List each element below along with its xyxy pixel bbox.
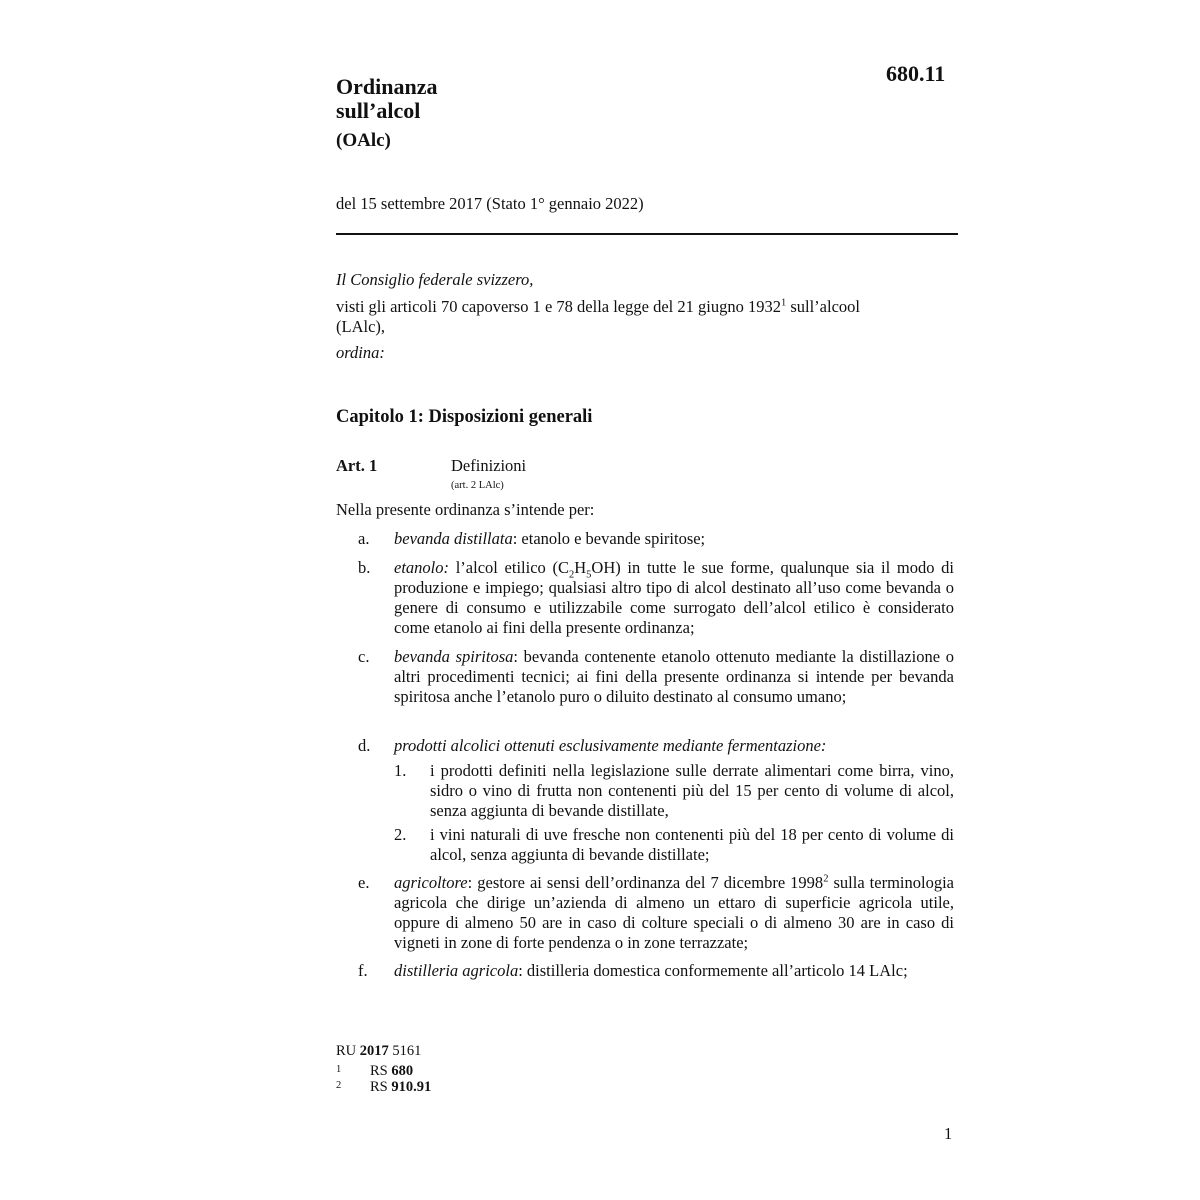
title-line-1: Ordinanza <box>336 74 438 99</box>
item-letter: e. <box>358 873 370 892</box>
definition-item-a <box>358 529 954 549</box>
item-text: : bevanda contenente etanolo ottenuto mediante la distillazione o altri procedimenti tecnici; ai fini della presente ordinanza si intende per bevanda spiritosa anche l’etanolo puro o diluito destinato al consumo umano; <box>394 647 954 706</box>
item-text: OH) in tutte le sue forme, qualunque sia il modo di produzione e impiego; qualsiasi altro tipo di alcol destinato all’uso come bevanda o genere di consumo e utilizzabile come surrogato dell’alcol etilico è considerato come etanolo ai fini della presente ordinanza; <box>394 558 954 637</box>
item-text: : distilleria domestica conformemente all’articolo 14 LAlc; <box>518 961 908 980</box>
item-letter: b. <box>358 558 371 577</box>
sr-number: 680.11 <box>886 61 946 86</box>
item-text: H <box>574 558 587 577</box>
definition-item-f <box>358 961 954 981</box>
chapter-title: Capitolo 1: Disposizioni generali <box>336 407 593 427</box>
definition-item-e <box>358 873 954 953</box>
article-intro: Nella presente ordinanza s’intende per: <box>336 500 595 519</box>
header-divider <box>336 233 958 235</box>
preamble-basis-line-2: (LAlc), <box>336 317 386 336</box>
item-term: bevanda distillata <box>394 529 513 548</box>
page-number: 1 <box>944 1124 953 1143</box>
article-reference: (art. 2 LAlc) <box>451 480 504 491</box>
item-text: : etanolo e bevande spiritose; <box>512 529 706 548</box>
item-letter: d. <box>358 736 371 755</box>
preamble-authority: Il Consiglio federale svizzero, <box>336 270 534 289</box>
item-body <box>394 647 954 707</box>
item-letter: c. <box>358 647 370 666</box>
item-body <box>394 873 954 953</box>
item-letter: a. <box>358 529 370 548</box>
footnote-prefix: RS <box>370 1079 392 1095</box>
item-text: sulla terminologia agricola che dirige un’azienda di almeno un ettaro di superficie agricola utile, oppure di almeno 50 are in caso di colture speciali o di almeno 30 are in caso di vigneti in zone di forte pendenza o in zone terrazzate; <box>394 873 954 952</box>
item-body <box>394 558 954 638</box>
article-title: Definizioni <box>451 456 527 475</box>
preamble-basis-text: visti gli articoli 70 capoverso 1 e 78 della legge del 21 giugno 1932 <box>336 297 781 316</box>
item-body <box>394 961 954 981</box>
footnote-2 <box>336 1079 431 1096</box>
subitem-body: i prodotti definiti nella legislazione sulle derrate alimentari come birra, vino, sidro o vino di frutta non contenenti più del 15 per cento di volume di alcol, senza aggiunta di bevande distillate, <box>430 761 954 820</box>
item-term: agricoltore <box>394 873 468 892</box>
ru-prefix: RU <box>336 1043 360 1059</box>
footnote-number: 1 <box>336 1064 342 1075</box>
preamble-basis-text-2: sull’alcool <box>786 297 860 316</box>
item-text: l’alcol etilico (C <box>449 558 569 577</box>
footnote-number: 2 <box>336 1080 342 1091</box>
item-body <box>394 736 954 756</box>
footnote-ref[interactable]: 680 <box>391 1063 414 1079</box>
definition-item-d <box>358 736 954 756</box>
footnote-ref-2[interactable]: 2 <box>823 873 829 885</box>
subitem-number: 2. <box>394 825 407 844</box>
item-term: bevanda spiritosa <box>394 647 514 666</box>
footnote-ref[interactable]: 910.91 <box>391 1079 432 1095</box>
title-line-2: sull’alcol <box>336 98 421 123</box>
footnote-prefix: RS <box>370 1063 392 1079</box>
preamble-basis <box>336 297 860 317</box>
title-abbreviation: (OAlc) <box>336 130 391 151</box>
item-term: distilleria agricola <box>394 961 519 980</box>
official-compilation-ref <box>336 1043 421 1060</box>
ru-page: 5161 <box>388 1043 422 1059</box>
definition-item-b <box>358 558 954 638</box>
subitem-number: 1. <box>394 761 407 780</box>
ordinance-date: del 15 settembre 2017 (Stato 1° gennaio 2022) <box>336 194 644 213</box>
chem-subscript: 2 <box>568 569 575 581</box>
item-body <box>394 529 954 549</box>
footnote-ref-1[interactable]: 1 <box>780 297 787 309</box>
item-text: : gestore ai sensi dell’ordinanza del 7 dicembre 1998 <box>467 873 824 892</box>
definition-item-c <box>358 647 954 707</box>
definition-subitem-d2 <box>394 825 954 865</box>
ru-year: 2017 <box>359 1043 389 1059</box>
footnote-1 <box>336 1063 413 1080</box>
subitem-body: i vini naturali di uve fresche non contenenti più del 18 per cento di volume di alcol, senza aggiunta di bevande distillate; <box>430 825 954 864</box>
preamble-ordina: ordina: <box>336 343 385 362</box>
chem-subscript: 5 <box>586 569 592 581</box>
item-letter: f. <box>358 961 368 980</box>
item-term: prodotti alcolici ottenuti esclusivamente mediante fermentazione: <box>394 736 827 755</box>
item-term: etanolo: <box>394 558 449 577</box>
article-label: Art. 1 <box>336 456 378 475</box>
definition-subitem-d1 <box>394 761 954 821</box>
